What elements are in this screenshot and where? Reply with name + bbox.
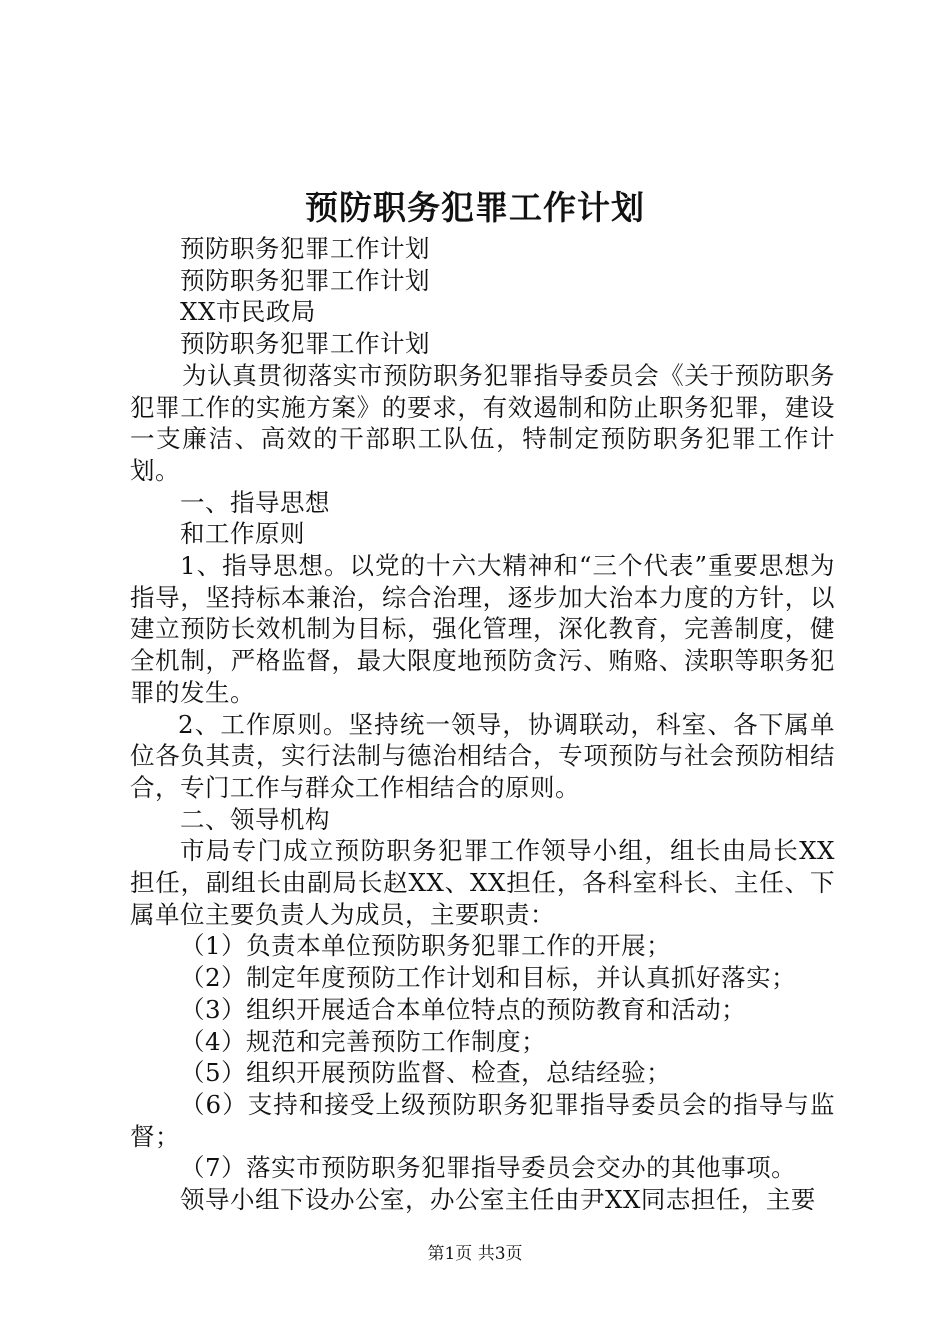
paragraph-intro: 为认真贯彻落实市预防职务犯罪指导委员会《关于预防职务犯罪工作的实施方案》的要求，有效遏制和防止职务犯罪，建设一支廉洁、高效的干部职工队伍，特制定预防职务犯罪工作计划。 — [130, 360, 835, 485]
duty-item-3: （3）组织开展适合本单位特点的预防教育和活动； — [180, 994, 747, 1024]
section-heading-1-cont: 和工作原则 — [180, 519, 305, 549]
duty-item-4: （4）规范和完善预防工作制度； — [180, 1026, 547, 1056]
duty-item-5: （5）组织开展预防监督、检查，总结经验； — [180, 1058, 672, 1088]
duty-item-6: （6）支持和接受上级预防职务犯罪指导委员会的指导与监督； — [130, 1089, 835, 1151]
page-footer: 第1页 共3页 — [427, 1244, 523, 1264]
paragraph-subtitle-1: 预防职务犯罪工作计划 — [180, 234, 430, 263]
paragraph-subtitle-3: 预防职务犯罪工作计划 — [180, 329, 430, 359]
paragraph-office: 领导小组下设办公室，办公室主任由尹XX同志担任，主要 — [180, 1185, 816, 1215]
paragraph-issuer: XX市民政局 — [180, 297, 316, 327]
paragraph-leadership: 市局专门成立预防职务犯罪工作领导小组，组长由局长XX担任，副组长由副局长赵XX、XX担任，各科室科长、主任、下属单位主要负责人为成员，主要职责： — [130, 836, 835, 929]
document-body — [130, 233, 835, 1216]
paragraph-subtitle-2: 预防职务犯罪工作计划 — [180, 265, 430, 295]
section-heading-2: 二、领导机构 — [180, 804, 330, 834]
duty-item-1: （1）负责本单位预防职务犯罪工作的开展； — [180, 931, 672, 961]
duty-item-7: （7）落实市预防职务犯罪指导委员会交办的其他事项。 — [180, 1153, 797, 1183]
document-title: 预防职务犯罪工作计划 — [305, 188, 645, 227]
paragraph-working-principle: 2、工作原则。坚持统一领导，协调联动，科室、各下属单位各负其责，实行法制与德治相结合，专项预防与社会预防相结合，专门工作与群众工作相结合的原则。 — [130, 709, 835, 802]
paragraph-guiding-thought: 1、指导思想。以党的十六大精神和“三个代表”重要思想为指导，坚持标本兼治，综合治理，逐步加大治本力度的方针，以建立预防长效机制为目标，强化管理，深化教育，完善制度，健全机制，严格监督，最大限度地预防贪污、贿赂、渎职等职务犯罪的发生。 — [130, 551, 835, 707]
duty-item-2: （2）制定年度预防工作计划和目标，并认真抓好落实； — [180, 963, 797, 993]
section-heading-1: 一、指导思想 — [180, 487, 330, 517]
